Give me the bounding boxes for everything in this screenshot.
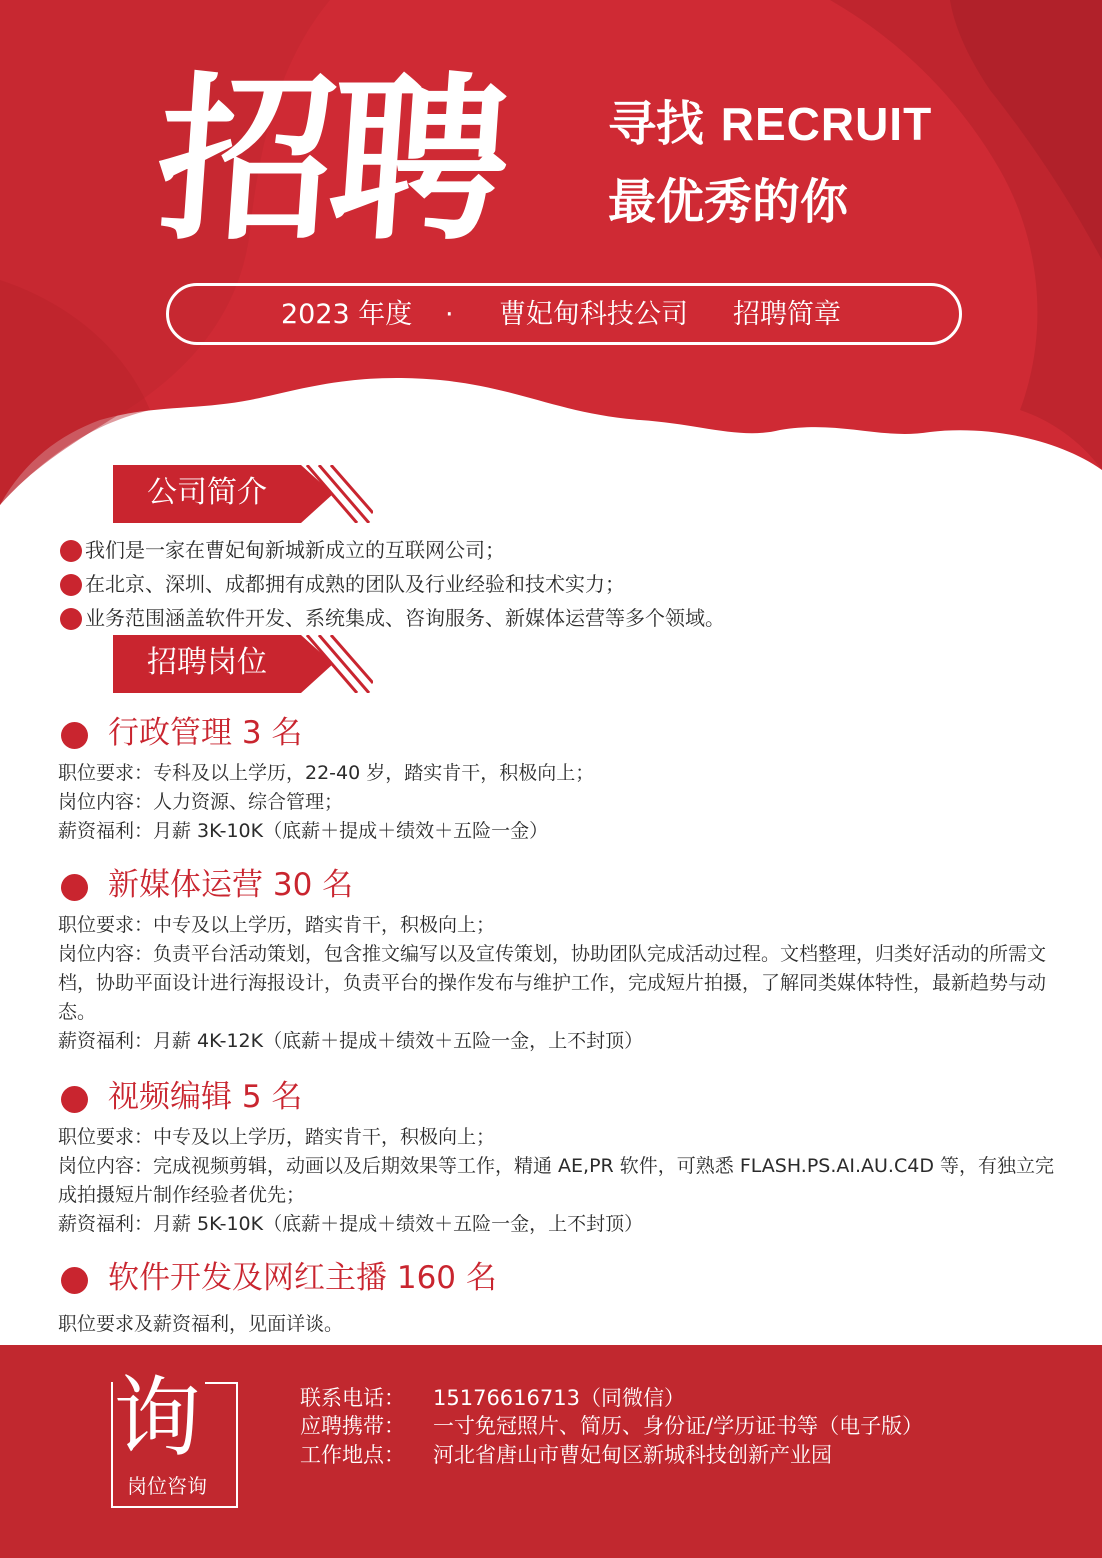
bullet-dot-icon <box>60 574 82 596</box>
bullet-dot-icon <box>61 722 88 749</box>
bullet-dot-icon <box>60 608 82 630</box>
job-title: 软件开发及网红主播 160 名 <box>58 1258 1058 1304</box>
job-detail-line: 岗位内容：人力资源、综合管理； <box>58 791 344 813</box>
job-title: 行政管理 3 名 <box>58 713 1058 759</box>
job-detail-line: 薪资福利：月薪 3K-10K（底薪＋提成＋绩效＋五险一金） <box>58 820 549 842</box>
recruit-headline: 招聘 <box>150 57 510 264</box>
contact-phone <box>300 1384 685 1412</box>
header-banner <box>0 0 1102 520</box>
job-detail-line: 薪资福利：月薪 5K-10K（底薪＋提成＋绩效＋五险一金，上不封顶） <box>58 1213 644 1235</box>
job-detail-line: 薪资福利：月薪 4K-12K（底薪＋提成＋绩效＋五险一金，上不封顶） <box>58 1030 644 1052</box>
contact-key: 联系电话： <box>300 1386 405 1410</box>
consult-label: 岗位咨询 <box>127 1474 207 1498</box>
section-title-intro-text: 公司简介 <box>147 475 267 510</box>
intro-item: 业务范围涵盖软件开发、系统集成、咨询服务、新媒体运营等多个领域。 <box>60 605 725 639</box>
contact-value: 一寸免冠照片、简历、身份证/学历证书等（电子版） <box>433 1414 924 1438</box>
banner-doc-type: 招聘简章 <box>733 299 841 330</box>
job-item-admin <box>58 713 1058 846</box>
banner-company: 曹妃甸科技公司 <box>499 299 688 330</box>
slogan-line-1-cn: 寻找 <box>608 96 705 152</box>
contact-key: 应聘携带： <box>300 1414 405 1438</box>
job-detail-line: 职位要求：中专及以上学历，踏实肯干，积极向上； <box>58 914 496 936</box>
contact-key: 工作地点： <box>300 1443 405 1467</box>
consult-badge <box>111 1366 236 1508</box>
badge-border-top <box>205 1382 238 1384</box>
job-title: 视频编辑 5 名 <box>58 1077 1058 1123</box>
year-company-banner <box>166 283 962 345</box>
job-detail-line: 岗位内容：完成视频剪辑，动画以及后期效果等工作，精通 AE,PR 软件，可熟悉 FLASH.PS.AI.AU.C4D 等，有独立完成拍摄短片制作经验者优先； <box>58 1155 1054 1206</box>
bullet-dot-icon <box>61 874 88 901</box>
job-detail-line: 职位要求及薪资福利，见面详谈。 <box>58 1313 344 1335</box>
job-item-video-editor <box>58 1077 1058 1239</box>
job-title: 新媒体运营 30 名 <box>58 865 1058 911</box>
contact-value: 15176616713（同微信） <box>433 1386 685 1410</box>
bullet-dot-icon <box>61 1086 88 1113</box>
contact-address <box>300 1441 832 1469</box>
job-detail-line: 职位要求：专科及以上学历，22-40 岁，踏实肯干，积极向上； <box>58 762 595 784</box>
badge-border-right <box>236 1382 238 1508</box>
bullet-dot-icon <box>61 1267 88 1294</box>
intro-item: 在北京、深圳、成都拥有成熟的团队及行业经验和技术实力； <box>60 571 725 605</box>
section-title-jobs <box>113 635 373 693</box>
section-title-intro <box>113 465 373 523</box>
job-detail-line: 岗位内容：负责平台活动策划，包含推文编写以及宣传策划，协助团队完成活动过程。文档整理，归类好活动的所需文档，协助平面设计进行海报设计，负责平台的操作发布与维护工作，完成短片拍摄，了解同类媒体特性，最新趋势与动态。 <box>58 943 1047 1023</box>
banner-year: 2023 年度 <box>281 299 413 330</box>
contact-footer <box>0 1345 1102 1558</box>
job-detail-line: 职位要求：中专及以上学历，踏实肯干，积极向上； <box>58 1126 496 1148</box>
section-title-jobs-text: 招聘岗位 <box>147 645 267 680</box>
bullet-dot-icon <box>60 540 82 562</box>
contact-bring <box>300 1412 923 1440</box>
consult-char: 询 <box>113 1366 202 1469</box>
slogan-line-1-en: RECRUIT <box>720 98 933 150</box>
job-item-new-media <box>58 865 1058 1056</box>
intro-item: 我们是一家在曹妃甸新城新成立的互联网公司； <box>60 537 725 571</box>
slogan-line-2: 最优秀的你 <box>608 174 849 230</box>
contact-value: 河北省唐山市曹妃甸区新城科技创新产业园 <box>433 1443 832 1467</box>
banner-separator: · <box>445 299 454 330</box>
company-intro-list <box>60 537 725 639</box>
slogan-line-1 <box>608 96 933 152</box>
job-item-software-streamer <box>58 1258 1058 1339</box>
